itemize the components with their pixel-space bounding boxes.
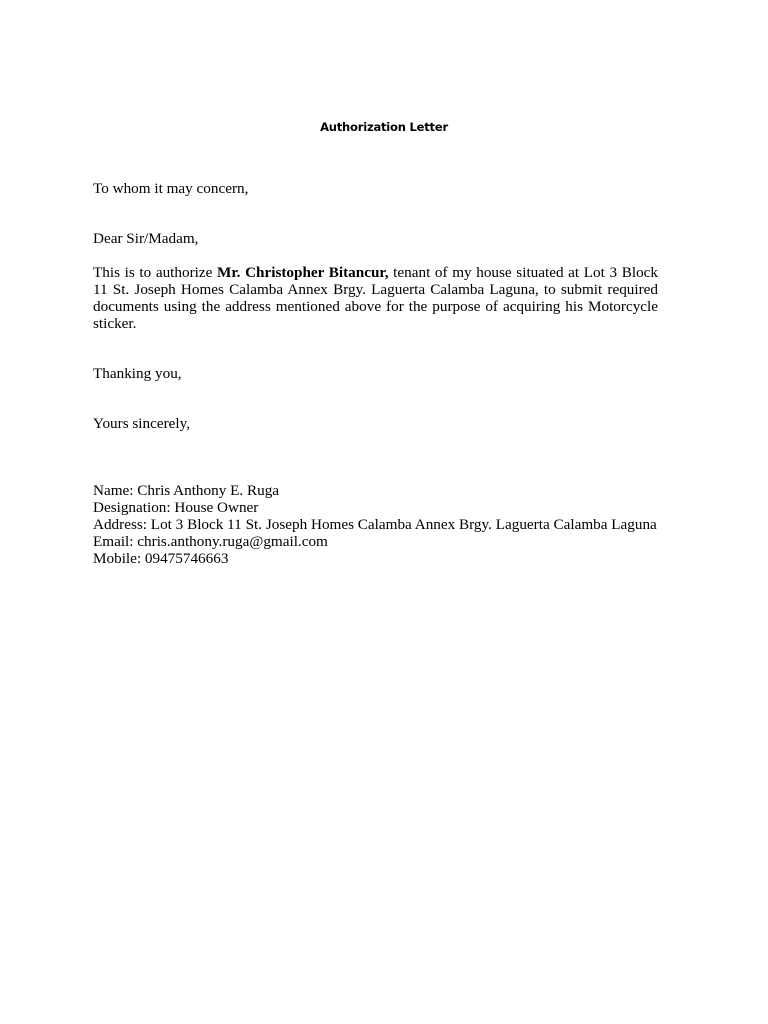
authorization-paragraph xyxy=(93,264,658,332)
closing-line: Yours sincerely, xyxy=(93,415,191,432)
designation-label: Designation: xyxy=(93,499,175,516)
greeting-line: To whom it may concern, xyxy=(93,180,249,197)
designation-value: House Owner xyxy=(174,499,259,516)
email-value: chris.anthony.ruga@gmail.com xyxy=(137,533,328,550)
tenant-name: Mr. Christopher Bitancur, xyxy=(216,264,389,281)
letter-title: Authorization Letter xyxy=(320,120,448,134)
mobile-label: Mobile: xyxy=(93,550,145,567)
signature-email-row xyxy=(93,533,693,550)
signature-block xyxy=(93,482,693,567)
address-value: Lot 3 Block 11 St. Joseph Homes Calamba Annex Brgy. Laguerta Calamba Laguna xyxy=(150,516,657,533)
paragraph-intro: This is to authorize xyxy=(93,264,217,281)
address-label: Address: xyxy=(93,516,151,533)
salutation-line: Dear Sir/Madam, xyxy=(93,230,199,247)
thanks-line: Thanking you, xyxy=(93,365,182,382)
mobile-value: 09475746663 xyxy=(144,550,229,567)
name-label: Name: xyxy=(93,482,138,499)
paragraph-rest: tenant of my house situated at Lot 3 Block 11 St. Joseph Homes Calamba Annex Brgy. Laguerta Calamba Laguna, to submit required documents using the address mentioned above for the purpose of acquiring his Motorcycle sticker. xyxy=(93,264,658,332)
signature-name-row xyxy=(93,482,693,499)
name-value: Chris Anthony E. Ruga xyxy=(137,482,280,499)
email-label: Email: xyxy=(93,533,138,550)
signature-mobile-row xyxy=(93,550,693,567)
signature-address-row xyxy=(93,516,693,533)
signature-designation-row xyxy=(93,499,693,516)
